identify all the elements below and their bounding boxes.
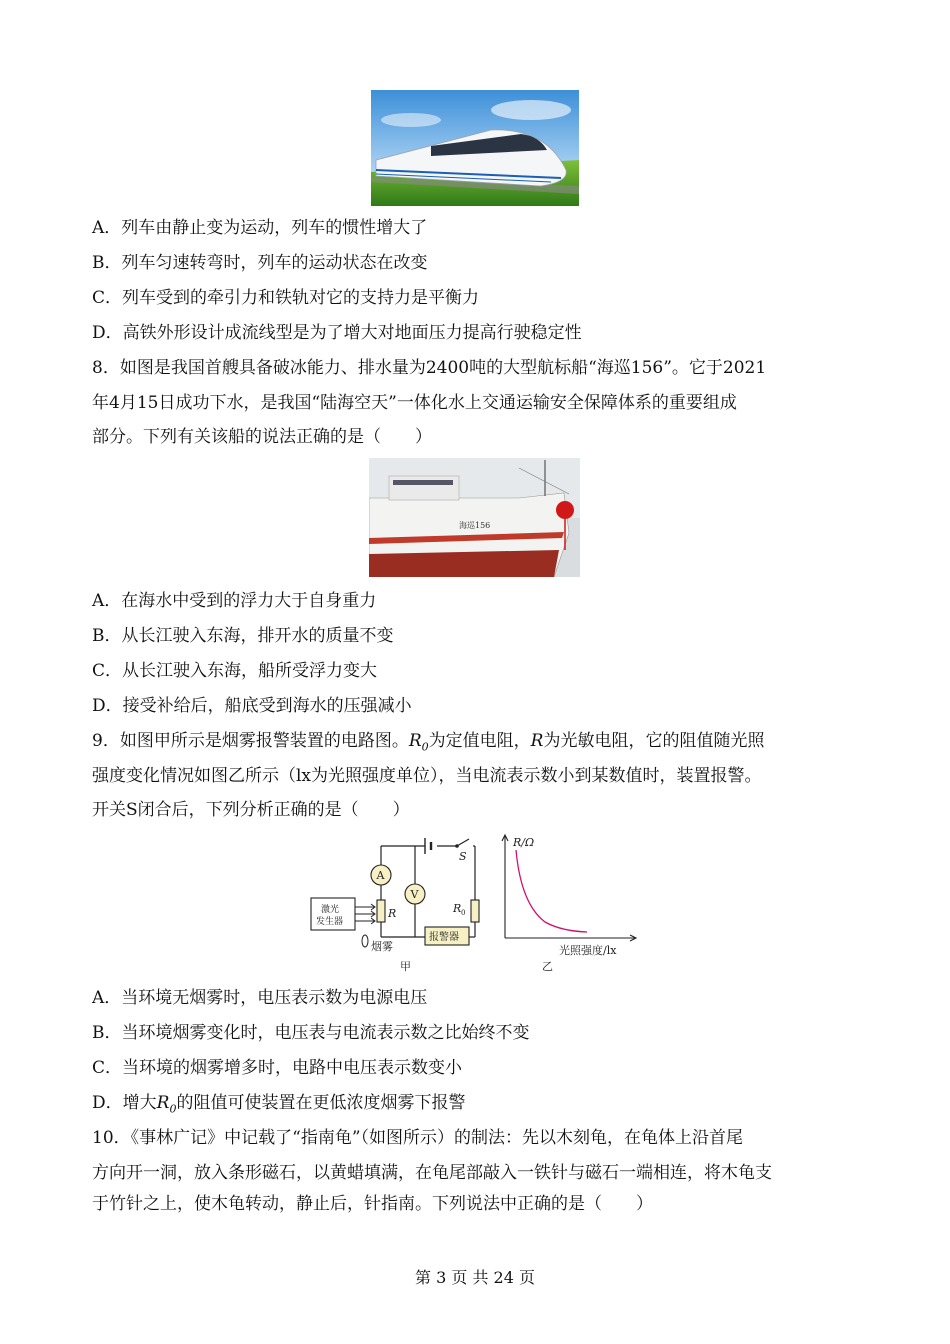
r0-label: R <box>453 902 462 915</box>
ammeter-label: A <box>376 869 385 882</box>
graph-x-axis-label: 光照强度/lx <box>559 944 617 957</box>
q9-stem-text-a: 9．如图甲所示是烟雾报警装置的电路图。 <box>92 731 409 751</box>
q9-option-d-r0-sub: 0 <box>169 1102 177 1116</box>
q10-stem-line-1: 10．《事林广记》中记载了“指南龟”（如图所示）的制法：先以木刻龟，在龟体上沿首尾 <box>92 1128 744 1148</box>
q9-stem-line-3: 开关S闭合后，下列分析正确的是（ ） <box>92 800 410 820</box>
q8-option-d: D．接受补给后，船底受到海水的压强减小 <box>92 696 412 716</box>
q9-option-d-r0: R <box>156 1093 170 1113</box>
graph-y-axis-label: R/Ω <box>513 836 535 849</box>
resistance-curve <box>516 850 587 932</box>
r0-subscript: 0 <box>421 740 429 754</box>
ship-photo <box>369 458 580 577</box>
q8-stem-line-3: 部分。下列有关该船的说法正确的是（ ） <box>92 427 432 447</box>
high-speed-train-image <box>371 90 579 206</box>
circuit-and-graph-diagram <box>305 826 645 976</box>
q9-stem-text-c: 为光敏电阻，它的阻值随光照 <box>543 731 765 751</box>
laser-label-line-1: 激光 <box>321 905 340 915</box>
figure-caption-yi: 乙 <box>542 960 553 973</box>
q7-option-d: D．高铁外形设计成流线型是为了增大对地面压力提高行驶稳定性 <box>92 323 582 343</box>
q10-stem-line-3: 于竹针之上，使木龟转动，静止后，针指南。下列说法中正确的是（ ） <box>92 1194 653 1214</box>
q9-option-b: B．当环境烟雾变化时，电压表与电流表示数之比始终不变 <box>92 1023 530 1043</box>
smoke-icon <box>362 935 368 947</box>
laser-label-line-2: 发生器 <box>316 917 344 927</box>
q9-option-a: A．当环境无烟雾时，电压表示数为电源电压 <box>92 988 428 1008</box>
train-photo <box>371 90 579 206</box>
voltmeter-label: V <box>410 888 419 901</box>
figure-caption-jia: 甲 <box>400 960 411 973</box>
ship-name-label: 海巡156 <box>459 521 491 530</box>
q9-stem-text-b: 为定值电阻， <box>428 731 531 751</box>
q9-option-d-text-b: 的阻值可使装置在更低浓度烟雾下报警 <box>176 1093 466 1113</box>
switch-label: S <box>459 850 467 863</box>
alarm-label: 报警器 <box>429 932 459 943</box>
q8-option-c: C．从长江驶入东海，船所受浮力变大 <box>92 661 378 681</box>
q9-stem-line-1 <box>92 729 764 759</box>
photoresistor-r <box>377 900 385 922</box>
q8-stem-line-1: 8．如图是我国首艘具备破冰能力、排水量为2400吨的大型航标船“海巡156”。它于2021 <box>92 358 767 378</box>
r-label: R <box>388 907 397 920</box>
r0-label-subscript: 0 <box>461 909 466 917</box>
q7-option-b: B．列车匀速转弯时，列车的运动状态在改变 <box>92 253 428 273</box>
smoke-label: 烟雾 <box>371 940 393 953</box>
r-symbol: R <box>530 731 544 751</box>
q9-option-c: C．当环境的烟雾增多时，电路中电压表示数变小 <box>92 1058 463 1078</box>
switch-pivot <box>455 844 459 848</box>
q8-option-b: B．从长江驶入东海，排开水的质量不变 <box>92 626 394 646</box>
graph-axes <box>502 835 636 941</box>
r0-symbol: R <box>408 731 422 751</box>
page-number-footer: 第 3 页 共 24 页 <box>415 1268 535 1287</box>
q9-stem-line-2: 强度变化情况如图乙所示（lx为光照强度单位），当电流表示数小到某数值时，装置报警。 <box>92 766 762 786</box>
ship-image <box>369 458 580 577</box>
q8-option-a: A．在海水中受到的浮力大于自身重力 <box>92 591 377 611</box>
q9-figure <box>305 826 645 976</box>
q8-stem-line-2: 年4月15日成功下水，是我国“陆海空天”一体化水上交通运输安全保障体系的重要组成 <box>92 393 737 413</box>
resistor-r0 <box>471 900 479 922</box>
q7-option-c: C．列车受到的牵引力和铁轨对它的支持力是平衡力 <box>92 288 480 308</box>
q9-option-d <box>92 1091 465 1121</box>
q7-option-a: A．列车由静止变为运动，列车的惯性增大了 <box>92 218 428 238</box>
light-beams <box>355 904 375 924</box>
q9-option-d-text-a: D．增大 <box>92 1093 157 1113</box>
q10-stem-line-2: 方向开一洞，放入条形磁石，以黄蜡填满，在龟尾部敲入一铁针与磁石一端相连，将木龟支 <box>92 1163 772 1183</box>
